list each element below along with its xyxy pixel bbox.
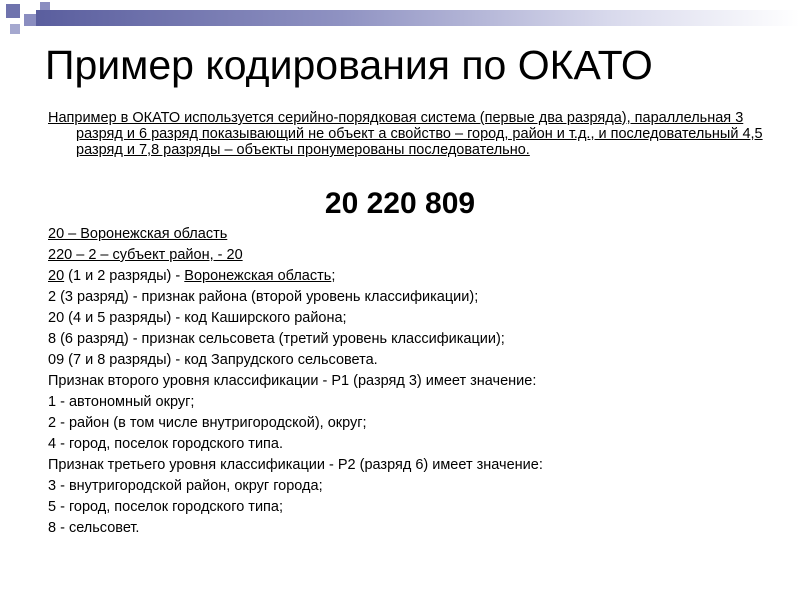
code-part: 20: [48, 268, 65, 284]
list-item: 2 (3 разряд) - признак района (второй уровень классификации);: [48, 289, 479, 305]
list-item: 1 - автономный округ;: [48, 394, 195, 410]
list-item: 20 – Воронежская область: [48, 226, 228, 242]
list-item: Признак третьего уровня классификации - Р2 (разряд 6) имеет значение:: [48, 457, 543, 473]
list-item: 09 (7 и 8 разряды) - код Запрудского сельсовета.: [48, 352, 378, 368]
region-name: Воронежская область: [184, 268, 332, 284]
slide-title: Пример кодирования по ОКАТО: [45, 42, 653, 88]
header-gradient-bar: [36, 10, 800, 26]
list-item: 4 - город, поселок городского типа.: [48, 436, 283, 452]
list-item: 3 - внутригородской район, округ города;: [48, 478, 323, 494]
list-item: [48, 266, 768, 287]
list-item: 5 - город, поселок городского типа;: [48, 499, 283, 515]
list-item: 8 - сельсовет.: [48, 520, 140, 536]
explanation-list: [48, 224, 768, 539]
okato-code: 20 220 809: [324, 187, 476, 220]
digits-part: (1 и 2 разряды) -: [64, 268, 185, 284]
list-item: 8 (6 разряд) - признак сельсовета (третий уровень классификации);: [48, 331, 505, 347]
list-item: Признак второго уровня классификации - Р1 (разряд 3) имеет значение:: [48, 373, 537, 389]
list-item: 220 – 2 – субъект район, - 20: [48, 247, 243, 263]
list-item: 2 - район (в том числе внутригородской), округ;: [48, 415, 367, 431]
list-item: 20 (4 и 5 разряды) - код Каширского района;: [48, 310, 347, 326]
punct: ;: [331, 268, 336, 284]
intro-paragraph: Например в ОКАТО используется серийно-порядковая система (первые два разряда), параллельная 3 разряд и 6 разряд показывающий не объект а свойство – город, район и т.д., и последовательный 4,5 разряд и 7,8 разряды – объекты пронумерованы последовательно.: [48, 110, 763, 158]
